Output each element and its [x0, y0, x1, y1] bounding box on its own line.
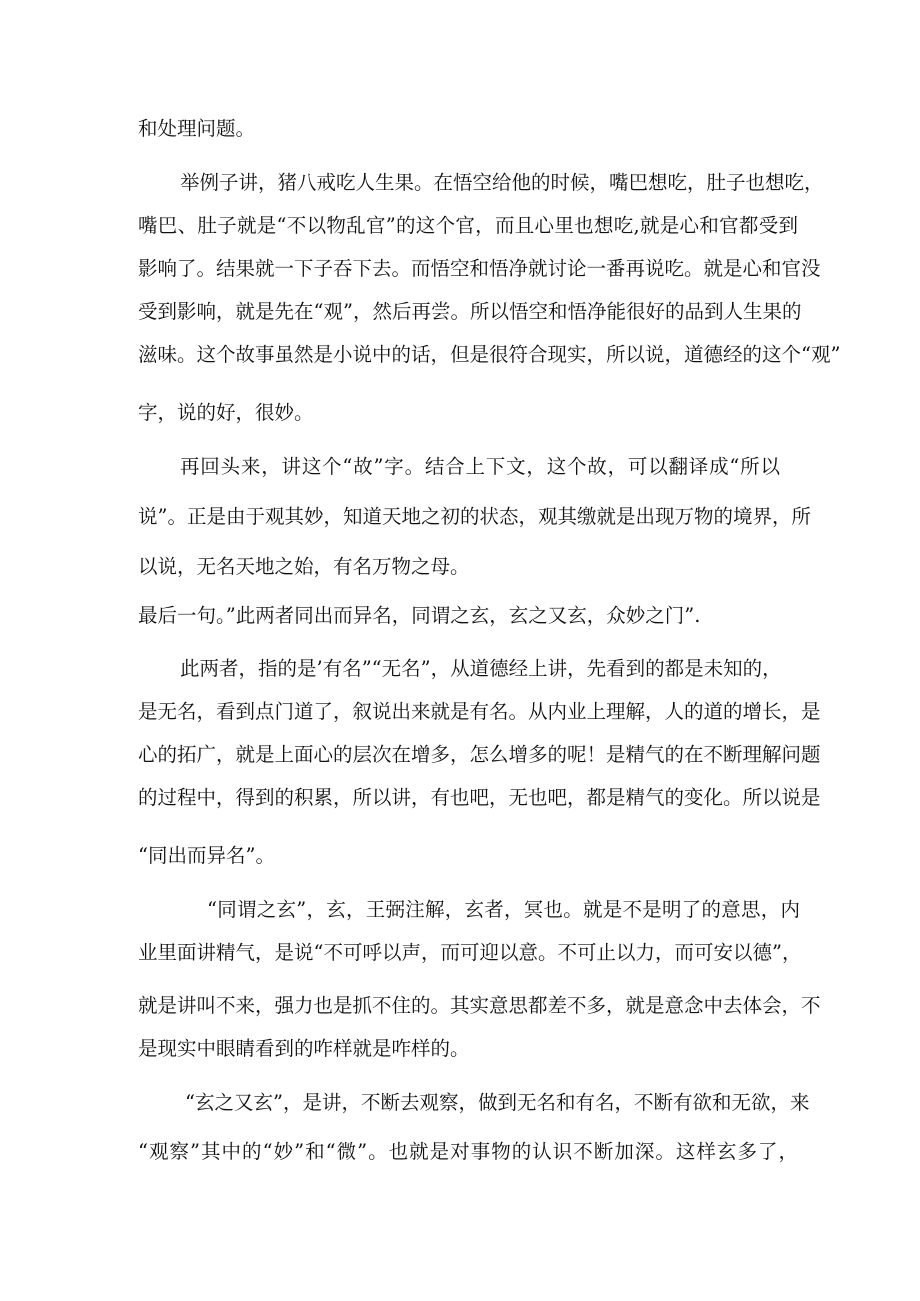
text-line-11: 最后一句。”此两者同出而异名，同谓之玄，玄之又玄，众妙之门”.	[138, 604, 701, 627]
text-line-15: 的过程中，得到的积累，所以讲，有也吧，无也吧，都是精气的变化。所以说是	[138, 786, 821, 809]
text-line-22: “观察”其中的“妙”和“微”。也就是对事物的认识不断加深。这样玄多了，	[138, 1140, 798, 1163]
text-line-9: 说”。正是由于观其妙，知道天地之初的状态，观其缴就是出现万物的境界，所	[138, 505, 811, 528]
text-line-7: 字，说的好，很妙。	[138, 401, 314, 424]
text-line-8: 再回头来，讲这个“故”字。结合上下文，这个故，可以翻译成“所以	[180, 455, 780, 478]
text-line-19: 就是讲叫不来，强力也是抓不住的。其实意思都差不多，就是意念中去体会，不	[138, 994, 821, 1017]
text-line-14: 心的拓广，就是上面心的层次在增多，怎么增多的呢！是精气的在不断理解问题	[138, 743, 821, 766]
text-line-12: 此两者，指的是’有名”“无名”，从道德经上讲，先看到的都是未知的，	[180, 657, 782, 680]
text-line-18: 业里面讲精气，是说“不可呼以声，而可迎以意。不可止以力，而可安以德”，	[138, 941, 802, 964]
text-line-20: 是现实中眼睛看到的咋样就是咋样的。	[138, 1037, 470, 1060]
text-line-4: 影响了。结果就一下子吞下去。而悟空和悟净就讨论一番再说吃。就是心和官没	[138, 257, 821, 280]
text-line-16: “同出而异名”。	[138, 844, 275, 867]
text-line-5: 受到影响，就是先在“观”，然后再尝。所以悟空和悟净能很好的品到人生果的	[138, 300, 802, 323]
text-line-21: “玄之又玄”，是讲，不断去观察，做到无名和有名，不断有欲和无欲，来	[185, 1091, 810, 1114]
text-line-2: 举例子讲，猪八戒吃人生果。在悟空给他的时候，嘴巴想吃，肚子也想吃，	[180, 171, 824, 194]
text-line-17: “同谓之玄”，玄，王弼注解，玄者，冥也。就是不是明了的意思，内	[207, 898, 800, 921]
text-line-1: 和处理问题。	[138, 117, 256, 140]
text-line-3: 嘴巴、肚子就是“不以物乱官”的这个官，而且心里也想吃,就是心和官都受到	[138, 214, 798, 237]
text-line-13: 是无名，看到点门道了，叙说出来就是有名。从内业上理解，人的道的增长，是	[138, 700, 821, 723]
text-line-6: 滋味。这个故事虽然是小说中的话，但是很符合现实，所以说，道德经的这个“观”	[138, 343, 841, 366]
text-line-10: 以说，无名天地之始，有名万物之母。	[138, 555, 470, 578]
